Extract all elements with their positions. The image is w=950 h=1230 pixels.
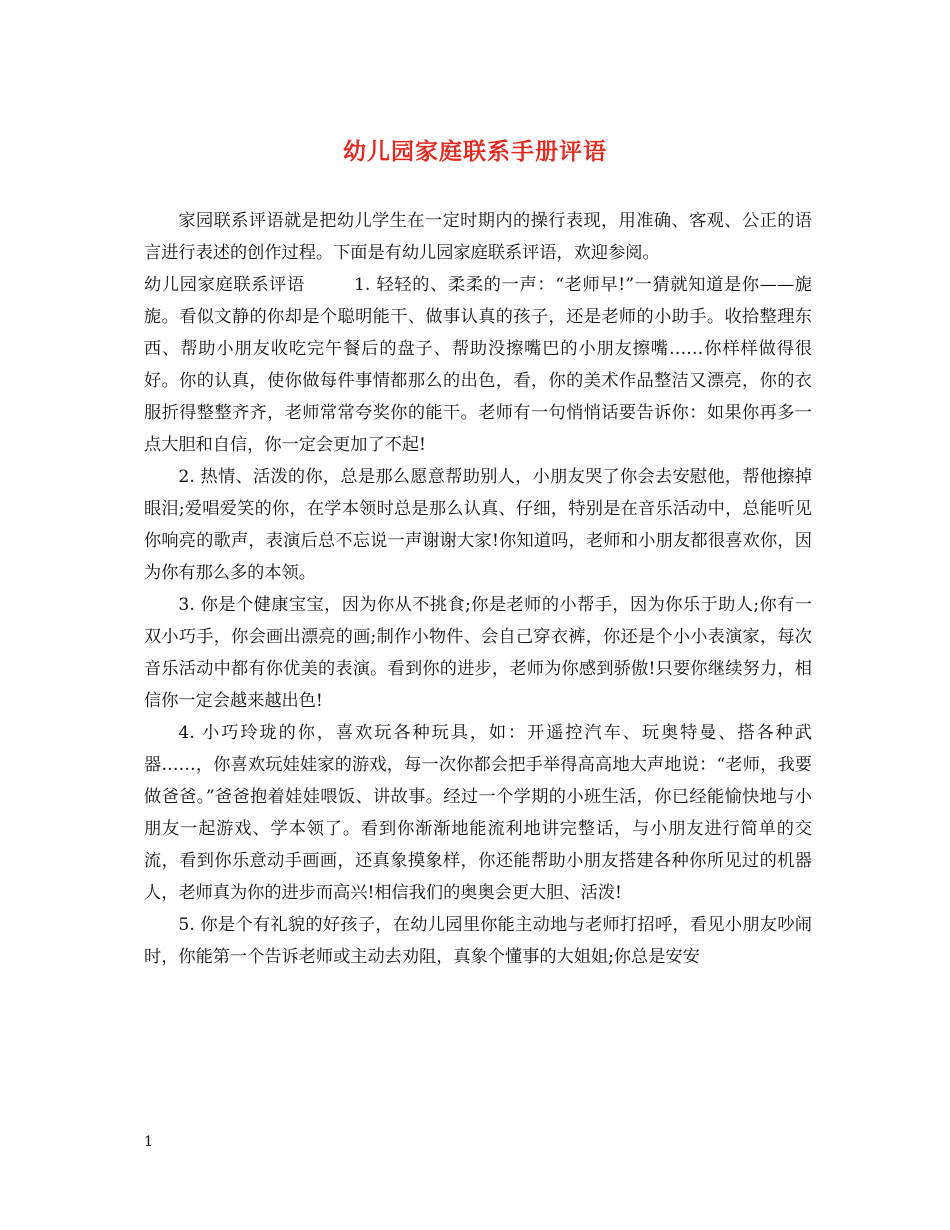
document-title: 幼儿园家庭联系手册评语 [343, 139, 607, 165]
intro-paragraph: 家园联系评语就是把幼儿学生在一定时期内的操行表现，用准确、客观、公正的语言进行表述的创作过程。下面是有幼儿园家庭联系评语，欢迎参阅。 [144, 211, 812, 263]
item-4-paragraph: 4. 小巧玲珑的你，喜欢玩各种玩具，如：开遥控汽车、玩奥特曼、搭各种武器……，你喜欢玩娃娃家的游戏，每一次你都会把手举得高高地大声地说：“老师，我要做爸爸。”爸爸抱着娃娃喂饭、讲故事。经过一个学期的小班生活，你已经能愉快地与小朋友一起游戏、学本领了。看到你渐渐地能流利地讲完整话，与小朋友进行简单的交流，看到你乐意动手画画，还真象摸象样，你还能帮助小朋友搭建各种你所见过的机器人，老师真为你的进步而高兴!相信我们的奥奥会更大胆、活泼! [144, 723, 812, 903]
page-number: 1 [144, 1134, 153, 1150]
item-5-paragraph: 5. 你是个有礼貌的好孩子，在幼儿园里你能主动地与老师打招呼，看见小朋友吵闹时，你能第一个告诉老师或主动去劝阻，真象个懂事的大姐姐;你总是安安 [144, 915, 812, 967]
item-1-text: 1. 轻轻的、柔柔的一声：“老师早!”一猜就知道是你——旎旎。看似文静的你却是个聪明能干、做事认真的孩子，还是老师的小助手。收拾整理东西、帮助小朋友收吃完午餐后的盘子、帮助没擦嘴巴的小朋友擦嘴……你样样做得很好。你的认真，使你做每件事情都那么的出色，看，你的美术作品整洁又漂亮，你的衣服折得整整齐齐，老师常常夸奖你的能干。老师有一句悄悄话要告诉你：如果你再多一点大胆和自信，你一定会更加了不起! [144, 275, 812, 455]
item-2-paragraph: 2. 热情、活泼的你，总是那么愿意帮助别人，小朋友哭了你会去安慰他，帮他擦掉眼泪;爱唱爱笑的你，在学本领时总是那么认真、仔细，特别是在音乐活动中，总能听见你响亮的歌声，表演后总不忘说一声谢谢大家!你知道吗，老师和小朋友都很喜欢你，因为你有那么多的本领。 [144, 467, 812, 583]
item-1-paragraph [144, 269, 812, 461]
document-body [144, 205, 812, 973]
item-3-paragraph: 3. 你是个健康宝宝，因为你从不挑食;你是老师的小帮手，因为你乐于助人;你有一双小巧手，你会画出漂亮的画;制作小物件、会自己穿衣裤，你还是个小小表演家，每次音乐活动中都有你优美的表演。看到你的进步，老师为你感到骄傲!只要你继续努力，相信你一定会越来越出色! [144, 595, 812, 711]
section-label: 幼儿园家庭联系评语 [144, 275, 305, 295]
label-spacer [305, 275, 354, 295]
